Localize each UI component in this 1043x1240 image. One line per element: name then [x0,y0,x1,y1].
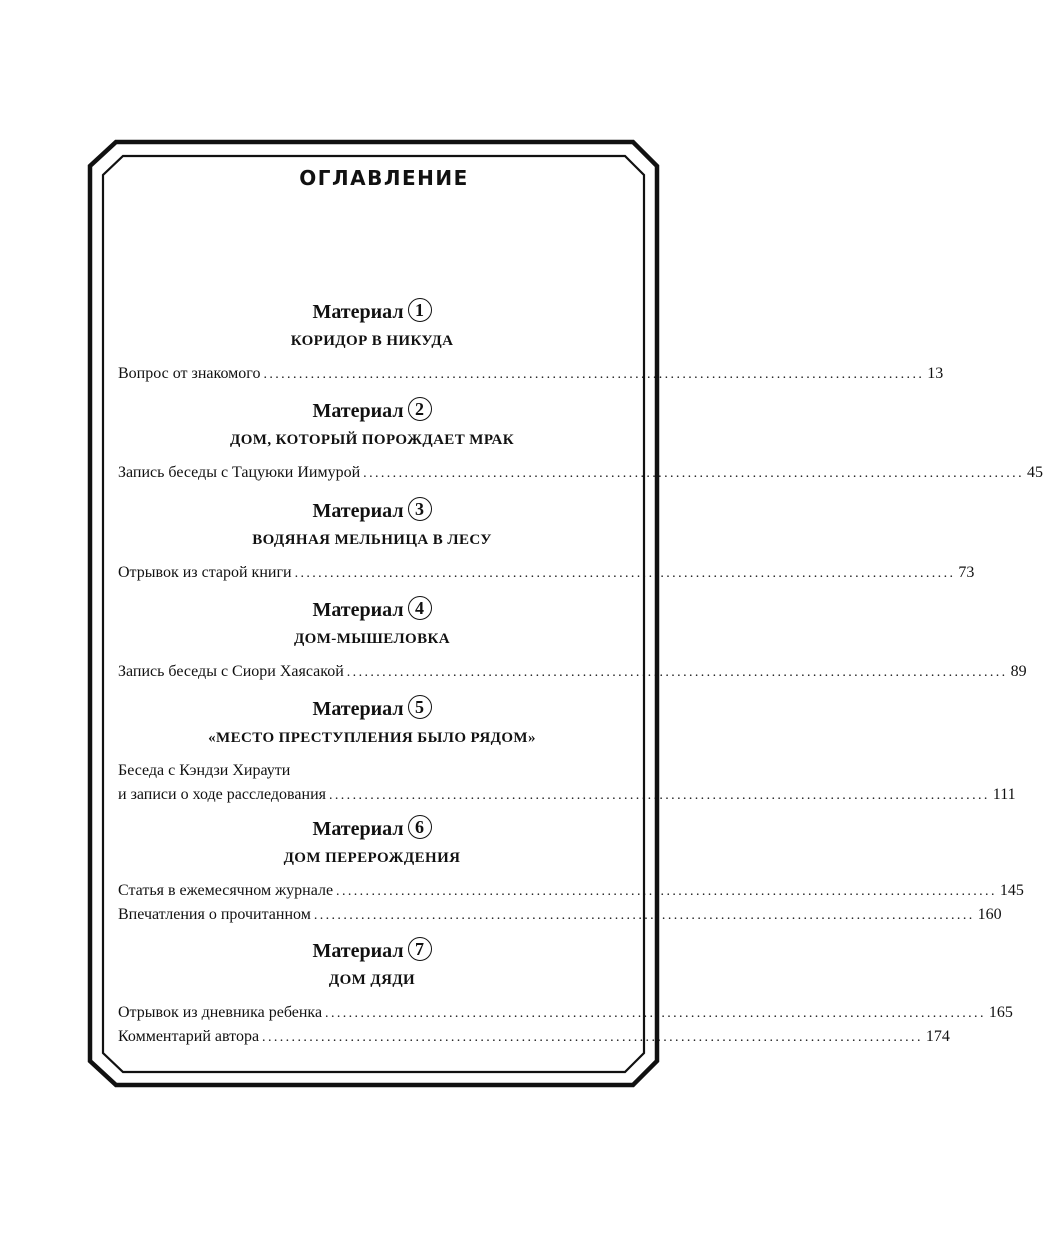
material-label: Материал [312,599,404,621]
material-number-badge: 5 [408,695,432,719]
toc-entry[interactable] [118,461,1043,485]
toc-entry[interactable] [118,759,1016,807]
material-number-badge: 1 [408,298,432,322]
entry-page-number: 45 [1026,464,1043,481]
toc-entry[interactable] [118,1025,950,1049]
material-label: Материал [312,400,404,422]
material-label: Материал [312,301,404,323]
material-heading [118,815,626,843]
dot-leader: ................................................................................................................ [336,884,997,899]
toc-heading: ОГЛАВЛЕНИЕ [299,166,469,190]
toc-section-5 [118,695,1016,807]
toc-section-3 [118,497,975,585]
dot-leader: ................................................................................................................ [294,566,956,581]
toc-section-4 [118,596,1027,684]
section-subtitle: ВОДЯНАЯ МЕЛЬНИЦА В ЛЕСУ [252,532,492,548]
dot-leader: ................................................................................................................ [346,665,1008,680]
entry-page-number: 89 [1010,663,1027,680]
material-label: Материал [312,818,404,840]
material-label: Материал [312,698,404,720]
section-subtitle: ДОМ-МЫШЕЛОВКА [293,631,451,647]
toc-entry[interactable] [118,660,1027,684]
entry-title-line1: Беседа с Кэндзи Хираути [118,762,291,779]
material-number-badge: 4 [408,596,432,620]
entry-title: Запись беседы с Тацуюки Иимурой [118,464,361,481]
entry-title: Статья в ежемесячном журнале [118,882,334,899]
toc-entry[interactable] [118,561,975,585]
entry-title: Запись беседы с Сиори Хаясакой [118,663,344,680]
section-subtitle: КОРИДОР В НИКУДА [290,333,454,349]
entry-title: Отрывок из дневника ребенка [118,1004,323,1021]
material-label: Материал [312,500,404,522]
entry-title: Комментарий автора [118,1028,260,1045]
entry-title: Отрывок из старой книги [118,564,292,581]
material-number-badge: 7 [408,937,432,961]
dot-leader: ................................................................................................................ [363,466,1024,481]
toc-section-1 [118,298,944,386]
material-number-badge: 6 [408,815,432,839]
material-heading [118,497,626,525]
entry-title: и записи о ходе расследования [118,786,326,803]
toc-entry[interactable] [118,362,944,386]
entry-page-number: 165 [988,1004,1013,1021]
entry-page-number: 73 [958,564,975,581]
entry-page-number: 111 [992,786,1016,803]
section-subtitle: ДОМ ДЯДИ [328,972,416,988]
material-heading [118,695,626,723]
section-subtitle: «МЕСТО ПРЕСТУПЛЕНИЯ БЫЛО РЯДОМ» [208,730,536,746]
material-heading [118,596,626,624]
section-subtitle: ДОМ, КОТОРЫЙ ПОРОЖДАЕТ МРАК [230,432,514,448]
toc-section-7 [118,937,1013,1049]
material-number-badge: 3 [408,497,432,521]
entry-title: Вопрос от знакомого [118,365,261,382]
toc-section-6 [118,815,1024,927]
toc-entry[interactable] [118,1001,1013,1025]
dot-leader: ................................................................................................................ [313,908,975,923]
section-subtitle: ДОМ ПЕРЕРОЖДЕНИЯ [283,850,461,866]
entry-title: Впечатления о прочитанном [118,906,311,923]
entry-page-number: 145 [999,882,1024,899]
toc-entry[interactable] [118,879,1024,903]
material-heading [118,937,626,965]
material-number-badge: 2 [408,397,432,421]
entry-page-number: 160 [977,906,1002,923]
toc-entry-line2 [118,783,1016,807]
dot-leader: ................................................................................................................ [325,1006,986,1021]
toc-section-2 [118,397,1043,485]
dot-leader: ................................................................................................................ [262,1030,923,1045]
toc-entry[interactable] [118,903,1002,927]
material-label: Материал [312,940,404,962]
dot-leader: ................................................................................................................ [263,367,925,382]
material-heading [118,298,626,326]
entry-page-number: 174 [925,1028,950,1045]
dot-leader: ................................................................................................................ [328,788,990,803]
entry-page-number: 13 [927,365,944,382]
material-heading [118,397,626,425]
